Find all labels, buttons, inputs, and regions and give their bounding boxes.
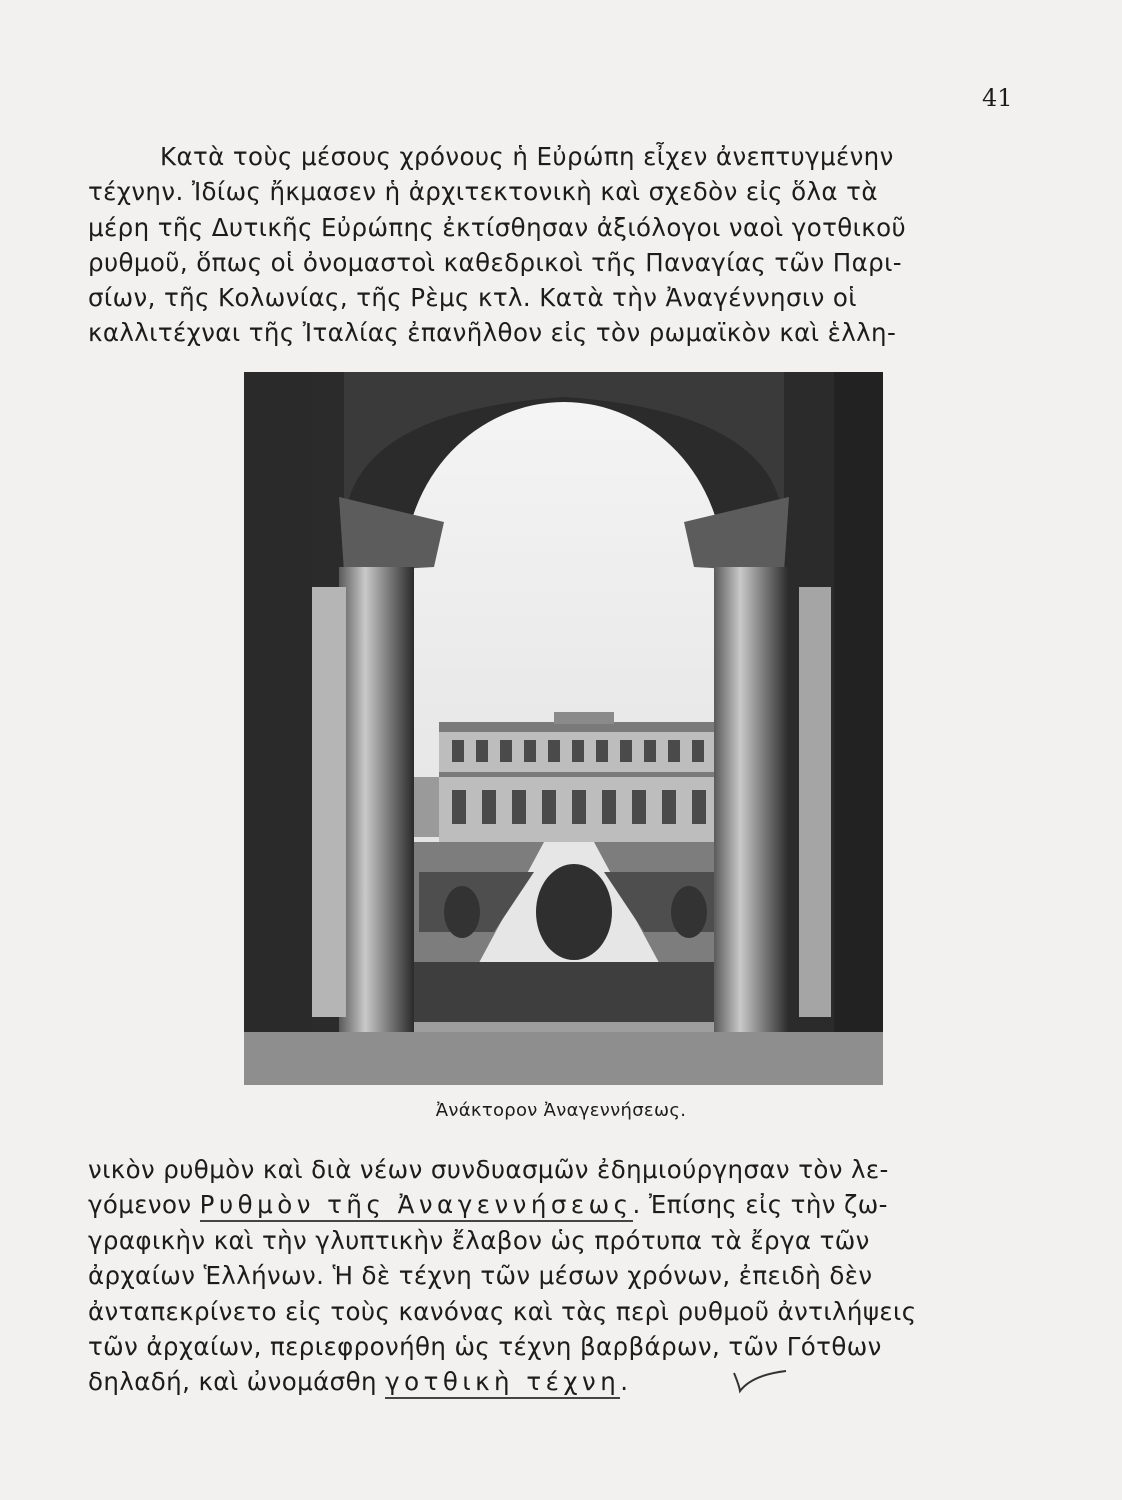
text-fragment: γόμενον: [88, 1190, 200, 1220]
text-line: ρυθμοῦ, ὅπως οἱ ὀνομαστοὶ καθεδρικοὶ τῆς Παναγίας τῶν Παρι-: [88, 247, 902, 277]
text-fragment: .: [620, 1367, 629, 1397]
text-line: καλλιτέχναι τῆς Ἰταλίας ἐπανῆλθον εἰς τὸν ρωμαϊκὸν καὶ ἑλλη-: [88, 318, 897, 348]
text-line: γραφικὴν καὶ τὴν γλυπτικὴν ἔλαβον ὡς πρότυπα τὰ ἔργα τῶν: [88, 1225, 870, 1255]
text-line: Κατὰ τοὺς μέσους χρόνους ἡ Εὐρώπη εἶχεν ἀνεπτυγμένην: [160, 142, 894, 171]
page-number: 41: [982, 84, 1013, 112]
palace-photograph: [244, 372, 883, 1085]
portico-floor: [244, 1032, 883, 1085]
text-line: τῶν ἀρχαίων, περιεφρονήθη ὡς τέχνη βαρβάρων, τῶν Γότθων: [88, 1332, 882, 1362]
left-wall: [244, 372, 312, 1085]
left-column: [339, 567, 414, 1037]
text-line: τέχνην. Ἰδίως ἤκμασεν ἡ ἀρχιτεκτονικὴ καὶ σχεδὸν εἰς ὅλα τὰ: [88, 177, 878, 207]
text-line: [88, 1187, 1023, 1222]
text-fragment: δηλαδή, καὶ ὠνομάσθη: [88, 1367, 386, 1397]
paragraph-intro: [88, 139, 1023, 351]
paragraph-renaissance: [88, 1152, 1023, 1400]
right-column: [714, 567, 789, 1037]
text-line: [88, 1364, 1023, 1399]
right-wall: [834, 372, 883, 1085]
right-rear-column: [799, 587, 831, 1017]
figure-caption: Ἀνάκτορον Ἀναγεννήσεως.: [435, 1100, 687, 1121]
left-rear-column: [312, 587, 346, 1017]
text-fragment: . Ἐπίσης εἰς τὴν ζω-: [632, 1190, 888, 1220]
handwritten-check-icon: [730, 1367, 790, 1397]
text-line: ἀρχαίων Ἑλλήνων. Ἡ δὲ τέχνη τῶν μέσων χρόνων, ἐπειδὴ δὲν: [88, 1261, 873, 1291]
palace-building: [439, 712, 719, 842]
text-line: ἀνταπεκρίνετο εἰς τοὺς κανόνας καὶ τὰς περὶ ρυθμοῦ ἀντιλήψεις: [88, 1296, 917, 1326]
text-line: μέρη τῆς Δυτικῆς Εὐρώπης ἐκτίσθησαν ἀξιόλογοι ναοὶ γοτθικοῦ: [88, 212, 907, 242]
arcade-palace-illustration: [244, 372, 883, 1085]
text-line: σίων, τῆς Κολωνίας, τῆς Ρὲμς κτλ. Κατὰ τὴν Ἀναγέννησιν οἱ: [88, 283, 857, 313]
text-line: νικὸν ρυθμὸν καὶ διὰ νέων συνδυασμῶν ἐδημιούργησαν τὸν λε-: [88, 1155, 889, 1184]
renaissance-style-term: Ρυθμὸν τῆς Ἀναγεννήσεως: [200, 1190, 633, 1222]
gothic-art-term: γοτθικὴ τέχνη: [385, 1367, 620, 1399]
